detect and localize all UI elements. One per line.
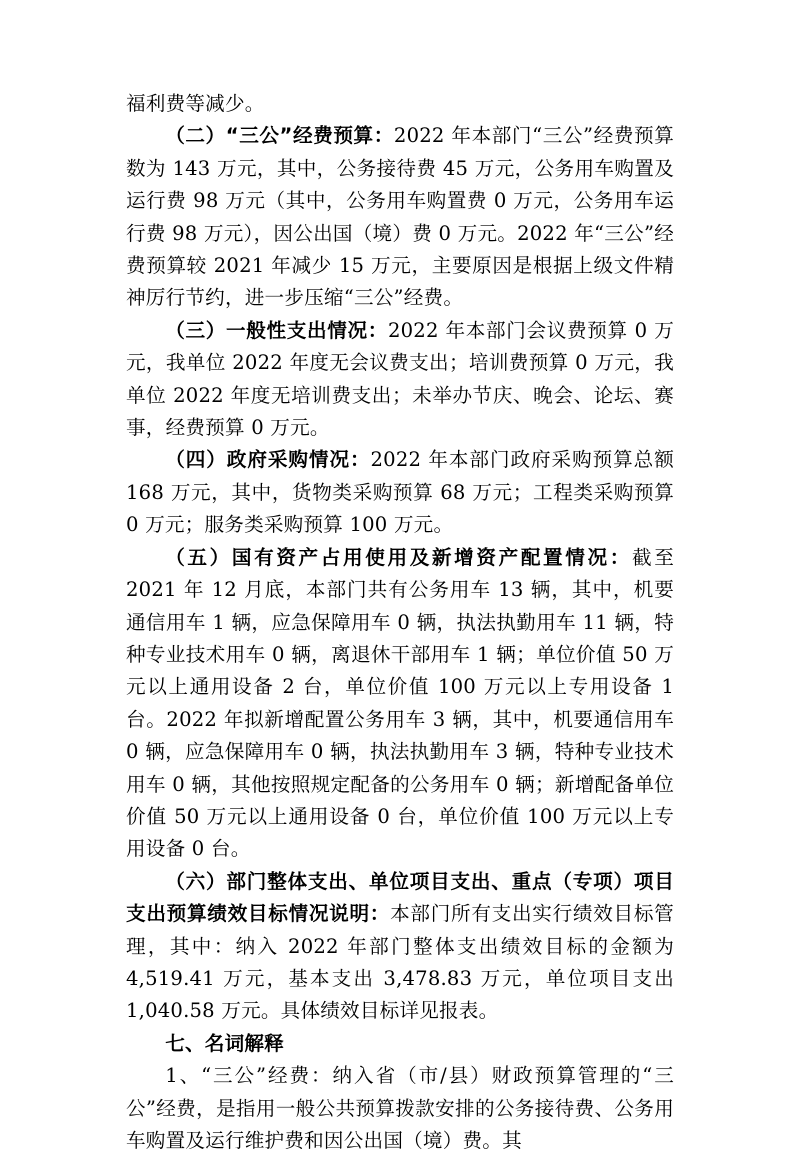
paragraph-state-assets [126, 542, 674, 866]
paragraph-lead: （五）国有资产占用使用及新增资产配置情况： [165, 545, 632, 569]
paragraph-glossary-three-public [126, 1060, 674, 1157]
paragraph-text: 2022 年本部门会议费预算 0 万元，我单位 2022 年度无会议费支出；培训费预算 0 万元，我单位 2022 年度无培训费支出；未举办节庆、晚会、论坛、赛事，经费预算 0 万元。 [126, 318, 674, 440]
paragraph-government-procurement [126, 444, 674, 541]
paragraph-general-expenditure [126, 315, 674, 445]
document-page [126, 88, 674, 1157]
paragraph-text: 福利费等减少。 [126, 92, 265, 115]
paragraph-performance-targets [126, 866, 674, 1028]
paragraph-lead: （四）政府采购情况： [165, 448, 371, 472]
paragraph-lead: （三）一般性支出情况： [165, 318, 388, 342]
paragraph-lead: （二）“三公”经费预算： [165, 124, 394, 148]
paragraph-text: 2022 年本部门政府采购预算总额 168 万元，其中，货物类采购预算 68 万元；工程类采购预算 0 万元；服务类采购预算 100 万元。 [126, 448, 674, 537]
paragraph-welfare-continuation [126, 88, 674, 120]
paragraph-lead: （六）部门整体支出、单位项目支出、重点（专项）项目支出预算绩效目标情况说明： [126, 869, 674, 926]
paragraph-text: 1、“三公”经费：纳入省（市/县）财政预算管理的“三公”经费，是指用一般公共预算拨款安排的公务接待费、公务用车购置及运行维护费和因公出国（境）费。其 [126, 1064, 674, 1152]
section-heading-glossary: 七、名词解释 [165, 1031, 284, 1055]
paragraph-text: 本部门所有支出实行绩效目标管理，其中：纳入 2022 年部门整体支出绩效目标的金额为 4,519.41 万元，基本支出 3,478.83 万元，单位项目支出 1,040.58 万元。具体绩效目标详见报表。 [126, 902, 674, 1023]
paragraph-text: 2022 年本部门“三公”经费预算数为 143 万元，其中，公务接待费 45 万元，公务用车购置及运行费 98 万元（其中，公务用车购置费 0 万元，公务用车运行费 98 万元），因公出国（境）费 0 万元。2022 年“三公”经费预算较 2021 年减少 15 万元，主要原因是根据上级文件精神厉行节约，进一步压缩“三公”经费。 [126, 124, 674, 310]
paragraph-three-public-budget [126, 120, 674, 314]
paragraph-text: 截至 2021 年 12 月底，本部门共有公务用车 13 辆，其中，机要通信用车 1 辆，应急保障用车 0 辆，执法执勤用车 11 辆，特种专业技术用车 0 辆，离退休干部用车 1 辆；单位价值 50 万元以上通用设备 2 台，单位价值 100 万元以上专用设备 1 台。2022 年拟新增配置公务用车 3 辆，其中，机要通信用车 0 辆，应急保障用车 0 辆，执法执勤用车 3 辆，特种专业技术用车 0 辆，其他按照规定配备的公务用车 0 辆；新增配备单位价值 50 万元以上通用设备 0 台，单位价值 100 万元以上专用设备 0 台。 [126, 545, 674, 861]
